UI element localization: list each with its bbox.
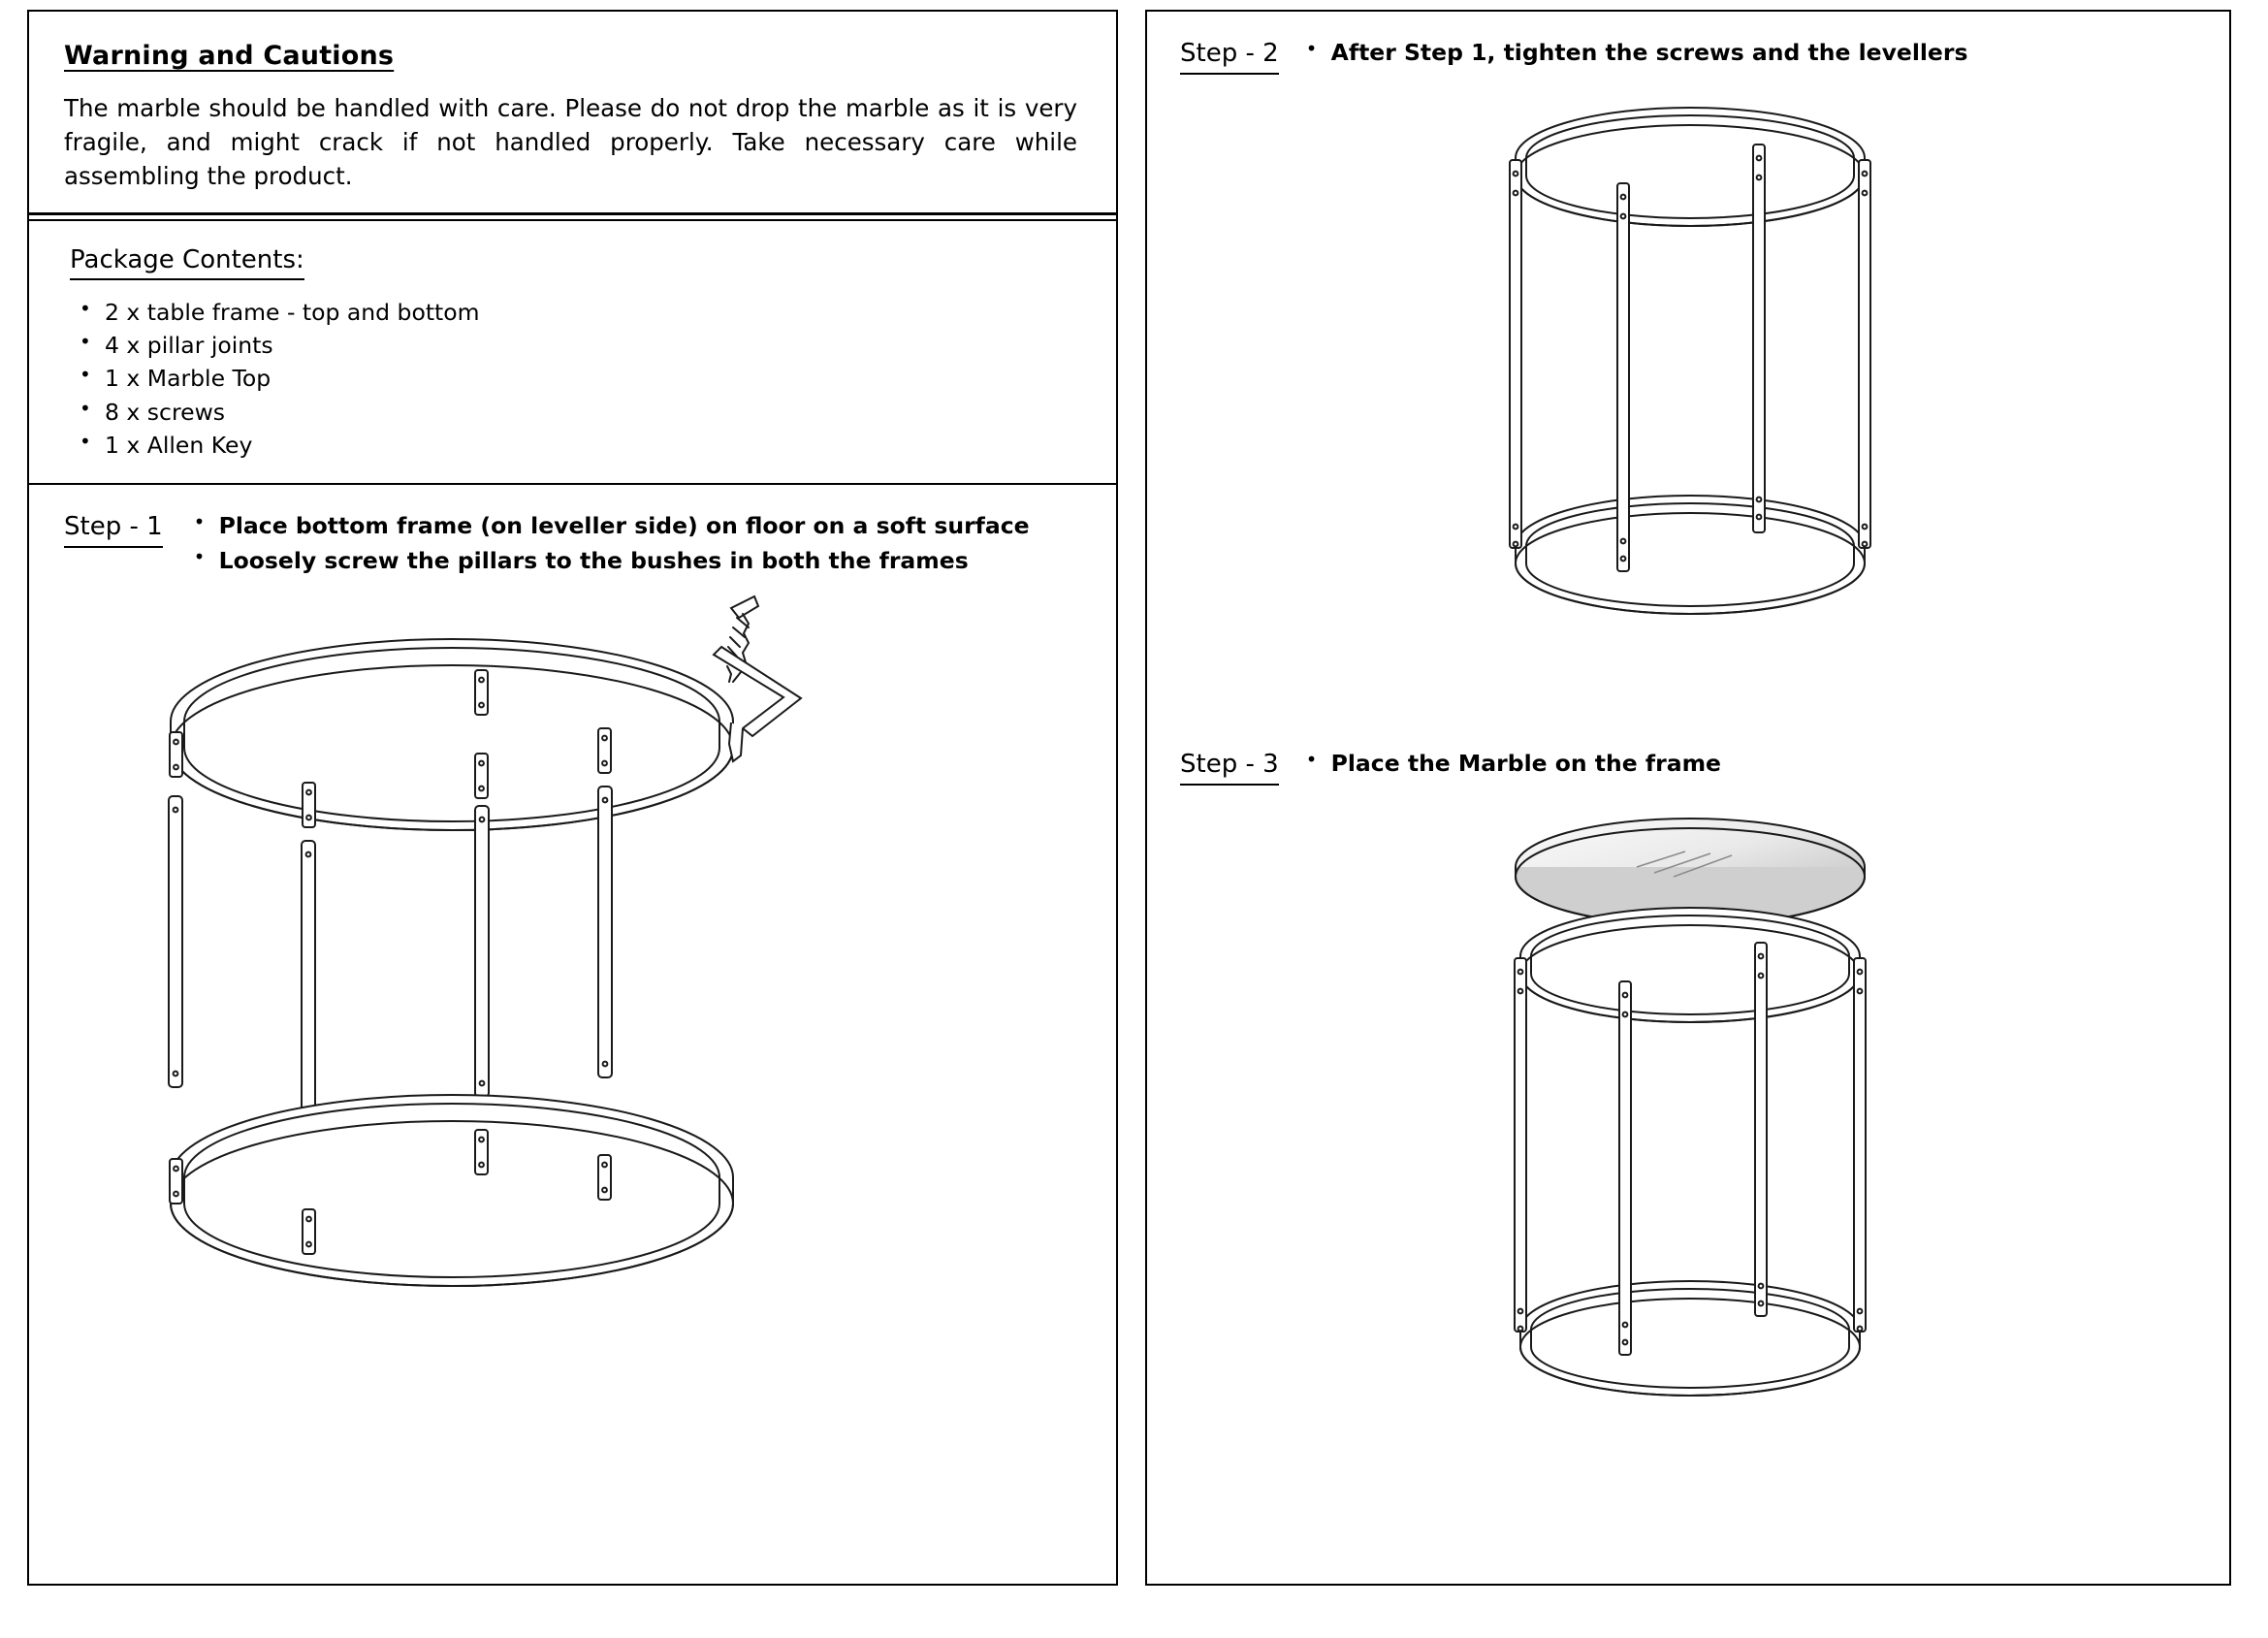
- step-1-section: [29, 485, 1116, 1638]
- warning-body: The marble should be handled with care. Please do not drop the marble as it is very fragile, and might crack if not handled properly. Take necessary care while assembling the product.: [64, 94, 1077, 190]
- warning-section: [29, 12, 1116, 215]
- step-2-instructions: [1300, 37, 2200, 68]
- step-3-instructions: [1300, 748, 2200, 779]
- top-frame: [171, 639, 733, 830]
- package-contents-heading: Package Contents:: [70, 245, 304, 280]
- pillars: [169, 787, 612, 1132]
- step-3-label: Step - 3: [1180, 750, 1279, 786]
- step-3-section: [1147, 723, 2229, 1441]
- step-2-diagram: [1462, 100, 1918, 682]
- bottom-frame: [171, 1095, 733, 1286]
- list-item: • 8 x screws: [70, 396, 1081, 429]
- step-1-header: [64, 510, 1087, 581]
- list-item: • After Step 1, tighten the screws and the levellers: [1300, 37, 2200, 68]
- step-3-header: [1180, 748, 2200, 786]
- step-1-instructions: [188, 510, 1087, 581]
- list-item: • Place bottom frame (on leveller side) on floor on a soft surface: [188, 510, 1087, 541]
- list-item: • Loosely screw the pillars to the bushes in both the frames: [188, 545, 1087, 576]
- step-3-diagram: [1443, 811, 1937, 1441]
- warning-heading: Warning and Cautions: [64, 41, 395, 71]
- step-2-label: Step - 2: [1180, 39, 1279, 75]
- list-item: • 1 x Marble Top: [70, 362, 1081, 395]
- list-item: • 2 x table frame - top and bottom: [70, 296, 1081, 329]
- step-2-header: [1180, 37, 2200, 75]
- step-1-diagram: [64, 581, 1092, 1638]
- step-2-section: [1147, 12, 2229, 682]
- right-panel: [1145, 10, 2231, 1586]
- package-contents-list: [70, 296, 1081, 461]
- package-contents-section: [29, 224, 1116, 484]
- step-1-label: Step - 1: [64, 512, 163, 548]
- list-item: • 1 x Allen Key: [70, 429, 1081, 462]
- list-item: • 4 x pillar joints: [70, 329, 1081, 362]
- left-panel: [27, 10, 1118, 1586]
- list-item: • Place the Marble on the frame: [1300, 748, 2200, 779]
